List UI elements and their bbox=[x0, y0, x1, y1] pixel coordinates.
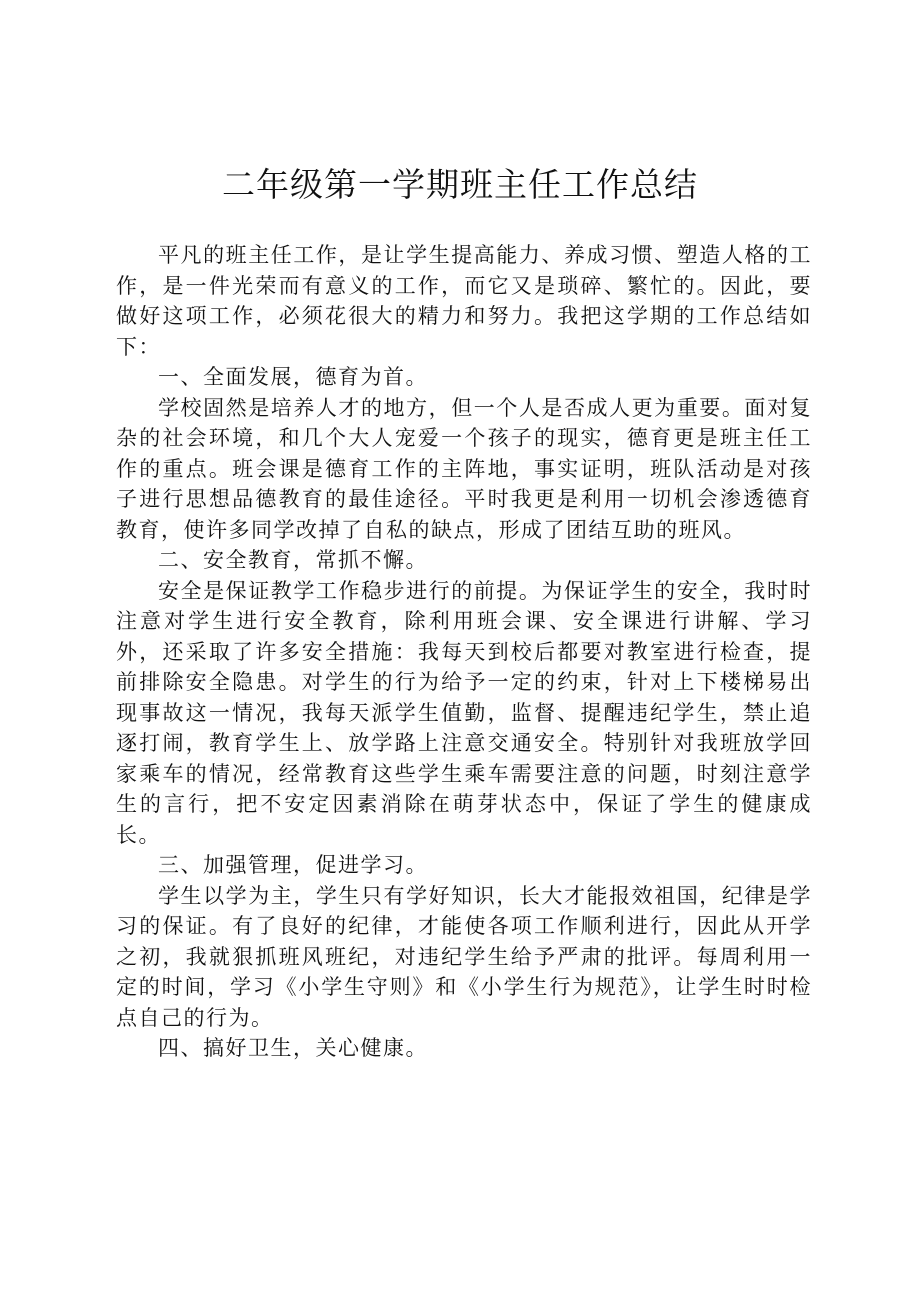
paragraph-moral-education: 学校固然是培养人才的地方，但一个人是否成人更为重要。面对复杂的社会环境，和几个大人宠爱一个孩子的现实，德育更是班主任工作的重点。班会课是德育工作的主阵地，事实证明，班队活动是对孩子进行思想品德教育的最佳途径。平时我更是利用一切机会渗透德育教育，使许多同学改掉了自私的缺点，形成了团结互助的班风。 bbox=[116, 395, 812, 542]
paragraph-intro: 平凡的班主任工作，是让学生提高能力、养成习惯、塑造人格的工作，是一件光荣而有意义的工作，而它又是琐碎、繁忙的。因此，要做好这项工作，必须花很大的精力和努力。我把这学期的工作总结如下： bbox=[116, 243, 812, 359]
section-heading-1: 一、全面发展，德育为首。 bbox=[158, 365, 428, 389]
section-heading-4: 四、搞好卫生，关心健康。 bbox=[158, 1036, 428, 1060]
section-heading-2: 二、安全教育，常抓不懈。 bbox=[158, 548, 428, 572]
document-title: 二年级第一学期班主任工作总结 bbox=[222, 165, 698, 204]
paragraph-management: 学生以学为主，学生只有学好知识，长大才能报效祖国，纪律是学习的保证。有了良好的纪律，才能使各项工作顺利进行，因此从开学之初，我就狠抓班风班纪，对违纪学生给予严肃的批评。每周利用一定的时间，学习《小学生守则》和《小学生行为规范》，让学生时时检点自己的行为。 bbox=[116, 883, 812, 1030]
section-heading-3: 三、加强管理，促进学习。 bbox=[158, 853, 428, 877]
document-body bbox=[116, 240, 812, 1064]
paragraph-safety-education: 安全是保证教学工作稳步进行的前提。为保证学生的安全，我时时注意对学生进行安全教育，除利用班会课、安全课进行讲解、学习外，还采取了许多安全措施：我每天到校后都要对教室进行检查，提前排除安全隐患。对学生的行为给予一定的约束，针对上下楼梯易出现事故这一情况，我每天派学生值勤，监督、提醒违纪学生，禁止追逐打闹，教育学生上、放学路上注意交通安全。特别针对我班放学回家乘车的情况，经常教育这些学生乘车需要注意的问题，时刻注意学生的言行，把不安定因素消除在萌芽状态中，保证了学生的健康成长。 bbox=[116, 578, 812, 847]
